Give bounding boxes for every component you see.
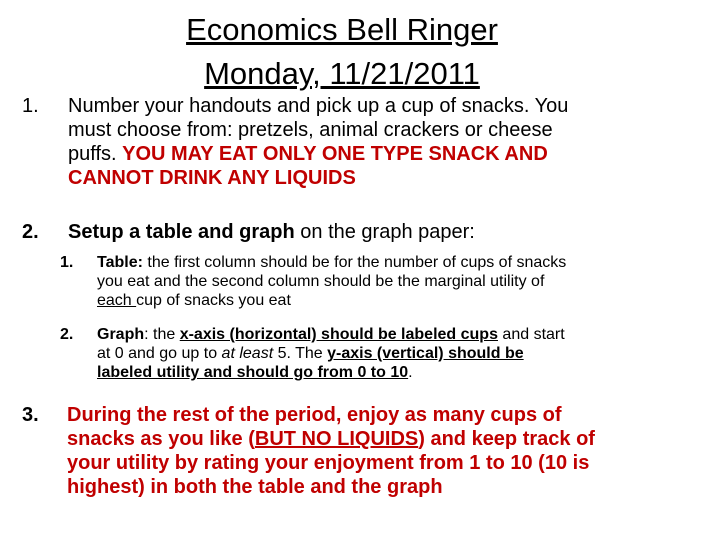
item-2-bold: Setup a table and graph [68,221,295,243]
subitem-2-y-axis-cont: labeled utility and should go from 0 to 10 [97,364,409,381]
subitem-1-each: each [97,292,137,309]
item-1-warning-1: YOU MAY EAT ONLY ONE TYPE SNACK AND [122,143,548,165]
item-1-line-3-plain: puffs. [68,143,123,165]
subitem-2-x-axis: x-axis (horizontal) should be labeled cups [179,326,498,343]
item-1-line-3 [68,142,708,166]
subitem-2-at-least: at least [221,345,274,362]
item-3-line-1: During the rest of the period, enjoy as many cups of [67,404,562,426]
subitem-1-label: Table: [97,254,143,271]
subitem-1-line-3: cup of snacks you eat [136,292,291,309]
subitem-2-text-c: and start [497,326,565,343]
subitem-2-period: . [408,364,413,381]
item-3-no-liquids: BUT NO LIQUIDS [254,428,419,450]
item-3-number: 3. [22,404,39,426]
item-1-line-1: Number your handouts and pick up a cup of snacks. You [68,95,569,117]
item-3-line-2-a: snacks as you like ( [67,428,255,450]
subitem-1-text [97,253,709,310]
item-1-warning-2: CANNOT DRINK ANY LIQUIDS [68,167,356,189]
subitem-2-y-axis: y-axis (vertical) should be [327,345,524,362]
item-3-line-2-c: ) and keep track of [418,428,595,450]
item-3-text [67,403,707,499]
subitem-2-text-a: : the [144,326,180,343]
subitem-2-text-d: at 0 and go up to [97,345,222,362]
item-2-rest: on the graph paper: [294,221,475,243]
subitem-2-text-e: 5. The [273,345,328,362]
subitem-1-line-2: you eat and the second column should be the marginal utility of [97,273,545,290]
item-1-line-2: must choose from: pretzels, animal crackers or cheese [68,119,553,141]
subitem-2-text [97,325,709,382]
item-1-text [68,94,708,190]
item-3-line-4: highest) in both the table and the graph [67,476,443,498]
subitem-2-number: 2. [60,326,74,343]
title-line-2: Monday, 11/21/2011 [204,56,480,91]
subitem-1-number: 1. [60,254,74,271]
item-2-text [68,220,708,244]
item-2-number: 2. [22,221,39,243]
subitem-2-label: Graph [97,326,145,343]
item-1-number: 1. [22,95,39,117]
title-line-1: Economics Bell Ringer [186,12,498,47]
item-3-line-3: your utility by rating your enjoyment from 1 to 10 (10 is [67,452,590,474]
subitem-1-line-1: the first column should be for the number of cups of snacks [142,254,567,271]
